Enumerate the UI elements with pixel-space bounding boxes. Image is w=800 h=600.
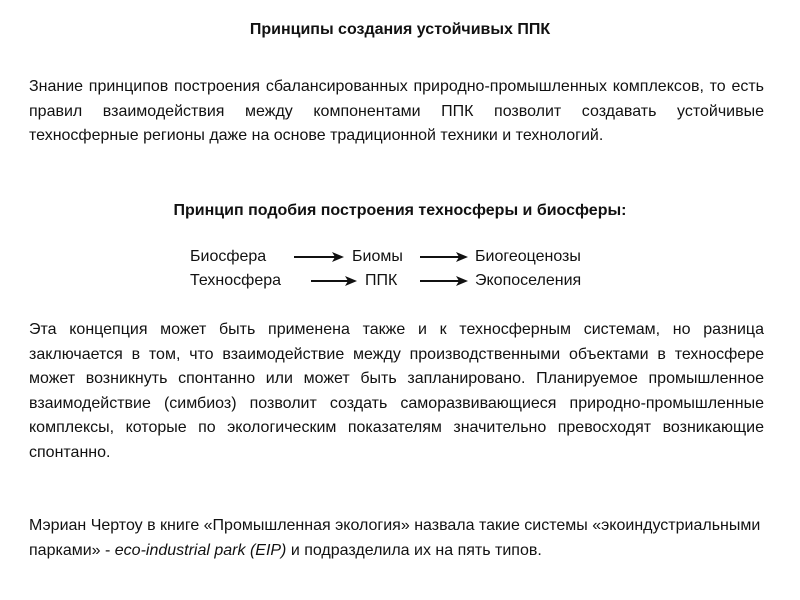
flow-row-technosphere xyxy=(0,270,800,292)
paragraph-concept: Эта концепция может быть применена также и к техносферным системам, но разница заключается в том, что взаимодействие между производственными объектами в техносфере может возникнуть спонтанно или может быть запланировано. Планируемое промышленное взаимодействие (симбиоз) позволит создать саморазвивающиеся природно-промышленные комплексы, которые по экологическим показателям значительно превосходят возникающие спонтанно. xyxy=(29,321,764,461)
paragraph-chertow xyxy=(29,514,764,563)
flow-row-biosphere xyxy=(0,246,800,268)
right-arrow-icon xyxy=(311,275,357,287)
right-arrow-icon xyxy=(420,275,468,287)
paragraph-chertow-text-2: и подразделила их на пять типов. xyxy=(286,541,542,559)
flow-item-ppk: ППК xyxy=(365,272,398,289)
right-arrow-icon xyxy=(420,251,468,263)
paragraph-chertow-text-1: Мэриан Чертоу в книге «Промышленная экология» назвала такие системы «экоиндустриальными парками» - xyxy=(29,517,761,559)
slide-title: Принципы создания устойчивых ППК xyxy=(249,21,551,38)
flow-item-technosphere: Техносфера xyxy=(190,272,282,289)
eip-term: eco-industrial park (EIP) xyxy=(114,541,287,559)
paragraph-intro: Знание принципов построения сбалансированных природно-промышленных комплексов, то есть правил взаимодействия между компонентами ППК позволит создавать устойчивые техносферные регионы даже на основе традиционной техники и технологий. xyxy=(29,78,764,144)
flow-item-biomes: Биомы xyxy=(352,248,403,265)
flow-item-biogeocenoses: Биогеоценозы xyxy=(475,248,581,265)
flow-item-biosphere: Биосфера xyxy=(190,248,267,265)
right-arrow-icon xyxy=(294,251,344,263)
flow-item-ecosettlements: Экопоселения xyxy=(475,272,582,289)
section-subtitle: Принцип подобия построения техносферы и биосферы: xyxy=(173,202,627,219)
